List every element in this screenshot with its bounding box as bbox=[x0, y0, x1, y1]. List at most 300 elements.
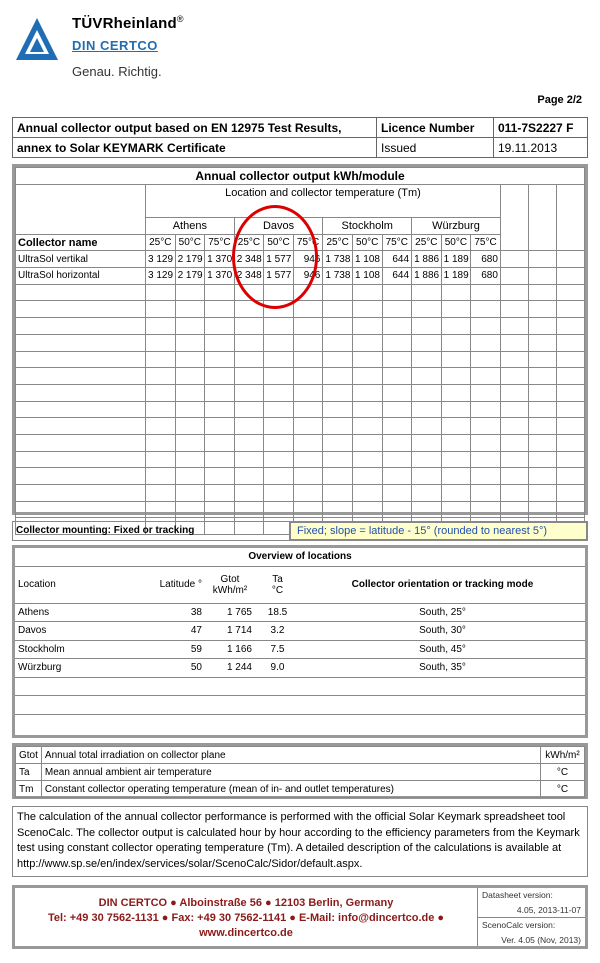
output-cell bbox=[441, 418, 471, 435]
output-cell bbox=[293, 468, 323, 485]
output-cell: 1 738 bbox=[323, 268, 353, 285]
ta bbox=[255, 677, 300, 696]
ta: 18.5 bbox=[255, 603, 300, 622]
output-cell bbox=[323, 451, 353, 468]
output-cell bbox=[352, 318, 382, 335]
output-cell bbox=[471, 384, 501, 401]
ta: 9.0 bbox=[255, 659, 300, 678]
footer-address: DIN CERTCO ● Alboinstraße 56 ● 12103 Berlin, Germany bbox=[98, 897, 394, 909]
output-cell bbox=[556, 434, 584, 451]
output-cell bbox=[205, 501, 235, 518]
output-cell bbox=[175, 301, 205, 318]
output-cell bbox=[471, 434, 501, 451]
output-cell: 1 738 bbox=[323, 251, 353, 268]
output-cell: 1 577 bbox=[264, 268, 294, 285]
output-cell bbox=[293, 434, 323, 451]
table-row bbox=[16, 418, 585, 435]
output-cell bbox=[471, 501, 501, 518]
output-cell bbox=[412, 384, 442, 401]
latitude: 47 bbox=[125, 622, 205, 641]
table-row bbox=[16, 485, 585, 502]
output-cell bbox=[528, 401, 556, 418]
output-cell bbox=[293, 384, 323, 401]
output-cell bbox=[528, 485, 556, 502]
output-cell bbox=[500, 351, 528, 368]
output-cell bbox=[352, 418, 382, 435]
definition-unit: °C bbox=[541, 764, 585, 781]
output-cell bbox=[471, 318, 501, 335]
output-cell bbox=[441, 468, 471, 485]
collector-name bbox=[16, 284, 146, 301]
overview-title: Overview of locations bbox=[15, 548, 585, 566]
output-cell bbox=[264, 434, 294, 451]
definitions-table bbox=[15, 746, 585, 798]
collector-name bbox=[16, 468, 146, 485]
output-cell bbox=[441, 501, 471, 518]
gtot: 1 714 bbox=[205, 622, 255, 641]
output-cell bbox=[528, 268, 556, 285]
output-cell bbox=[264, 284, 294, 301]
output-cell bbox=[556, 268, 584, 285]
output-cell bbox=[471, 284, 501, 301]
output-cell bbox=[441, 351, 471, 368]
output-cell bbox=[175, 485, 205, 502]
footer-phone: Tel: +49 30 7562-1131 ● Fax: +49 30 7562-1141 ● E-Mail: info@dincertco.de ● bbox=[47, 912, 445, 924]
output-cell bbox=[441, 451, 471, 468]
output-cell bbox=[264, 418, 294, 435]
output-cell bbox=[175, 318, 205, 335]
temperature-header: 25°C bbox=[412, 234, 442, 251]
output-cell bbox=[556, 318, 584, 335]
output-cell: 1 189 bbox=[441, 251, 471, 268]
footer bbox=[12, 885, 588, 949]
datasheet-version-label: Datasheet version: bbox=[482, 890, 553, 900]
output-cell bbox=[205, 301, 235, 318]
temperature-header: 75°C bbox=[471, 234, 501, 251]
output-cell bbox=[293, 351, 323, 368]
output-cell bbox=[234, 451, 264, 468]
overview-box bbox=[12, 545, 588, 738]
scenocalc-version-label: ScenoCalc version: bbox=[482, 920, 556, 930]
output-cell bbox=[146, 401, 176, 418]
location-name: Athens bbox=[15, 603, 125, 622]
output-cell bbox=[323, 434, 353, 451]
output-cell bbox=[528, 251, 556, 268]
output-cell bbox=[471, 401, 501, 418]
output-cell bbox=[293, 334, 323, 351]
output-cell: 2 179 bbox=[175, 268, 205, 285]
output-cell bbox=[556, 351, 584, 368]
output-cell bbox=[293, 451, 323, 468]
output-cell bbox=[323, 284, 353, 301]
output-cell bbox=[500, 418, 528, 435]
output-cell bbox=[234, 284, 264, 301]
output-cell bbox=[234, 351, 264, 368]
ta-header: Ta °C bbox=[271, 573, 284, 596]
output-cell bbox=[412, 284, 442, 301]
output-cell bbox=[528, 451, 556, 468]
output-cell: 1 370 bbox=[205, 268, 235, 285]
output-cell bbox=[500, 401, 528, 418]
latitude bbox=[125, 677, 205, 696]
gtot: 1 244 bbox=[205, 659, 255, 678]
output-cell bbox=[293, 501, 323, 518]
temperature-header: 50°C bbox=[175, 234, 205, 251]
collector-name bbox=[16, 501, 146, 518]
datasheet-version-value: 4.05, 2013-11-07 bbox=[478, 903, 585, 919]
output-cell bbox=[528, 434, 556, 451]
footer-website: www.dincertco.de bbox=[199, 927, 293, 939]
output-cell bbox=[146, 301, 176, 318]
collector-name bbox=[16, 334, 146, 351]
location-row bbox=[15, 622, 585, 641]
output-cell bbox=[175, 334, 205, 351]
output-cell bbox=[293, 301, 323, 318]
orientation: South, 35° bbox=[300, 659, 585, 678]
temperature-header: 75°C bbox=[205, 234, 235, 251]
collector-name bbox=[16, 451, 146, 468]
output-cell bbox=[234, 501, 264, 518]
title-line-2: annex to Solar KEYMARK Certificate bbox=[13, 138, 377, 158]
output-cell bbox=[205, 368, 235, 385]
output-cell bbox=[146, 485, 176, 502]
city-header: Davos bbox=[234, 218, 323, 235]
location-name: Davos bbox=[15, 622, 125, 641]
orientation bbox=[300, 677, 585, 696]
location-row bbox=[15, 659, 585, 678]
output-cell bbox=[323, 418, 353, 435]
output-cell bbox=[264, 368, 294, 385]
output-cell bbox=[205, 384, 235, 401]
output-cell bbox=[528, 334, 556, 351]
output-cell bbox=[412, 351, 442, 368]
gtot: 1 166 bbox=[205, 640, 255, 659]
orientation: South, 45° bbox=[300, 640, 585, 659]
definition-symbol: Ta bbox=[16, 764, 42, 781]
output-cell bbox=[234, 334, 264, 351]
output-cell: 2 348 bbox=[234, 251, 264, 268]
table-row bbox=[16, 401, 585, 418]
output-cell bbox=[500, 434, 528, 451]
latitude bbox=[125, 696, 205, 715]
latitude-header: Latitude ° bbox=[159, 579, 202, 590]
output-cell bbox=[175, 284, 205, 301]
temperature-header: 50°C bbox=[352, 234, 382, 251]
temperature-header: 75°C bbox=[382, 234, 412, 251]
temperature-header: 25°C bbox=[234, 234, 264, 251]
output-cell bbox=[556, 251, 584, 268]
output-cell bbox=[556, 451, 584, 468]
output-cell bbox=[382, 334, 412, 351]
output-cell bbox=[323, 351, 353, 368]
output-cell bbox=[412, 318, 442, 335]
output-cell bbox=[234, 468, 264, 485]
output-cell bbox=[352, 334, 382, 351]
temperature-header: 25°C bbox=[323, 234, 353, 251]
output-cell bbox=[323, 501, 353, 518]
output-cell bbox=[234, 418, 264, 435]
output-cell: 1 886 bbox=[412, 268, 442, 285]
table-row bbox=[16, 284, 585, 301]
table-row bbox=[16, 451, 585, 468]
output-cell bbox=[412, 334, 442, 351]
output-cell bbox=[471, 301, 501, 318]
output-cell: 680 bbox=[471, 251, 501, 268]
output-cell bbox=[500, 318, 528, 335]
table-row bbox=[16, 501, 585, 518]
output-cell bbox=[412, 501, 442, 518]
temperature-header: 25°C bbox=[146, 234, 176, 251]
output-cell bbox=[146, 334, 176, 351]
ta: 7.5 bbox=[255, 640, 300, 659]
output-cell: 644 bbox=[382, 268, 412, 285]
output-cell bbox=[352, 501, 382, 518]
output-cell bbox=[293, 284, 323, 301]
output-cell bbox=[323, 401, 353, 418]
output-cell bbox=[234, 318, 264, 335]
table-row bbox=[16, 368, 585, 385]
output-cell bbox=[382, 318, 412, 335]
output-cell bbox=[412, 401, 442, 418]
output-cell bbox=[500, 251, 528, 268]
output-cell bbox=[352, 351, 382, 368]
ta bbox=[255, 696, 300, 715]
output-cell bbox=[146, 284, 176, 301]
output-cell bbox=[471, 368, 501, 385]
output-cell bbox=[556, 501, 584, 518]
output-cell bbox=[382, 468, 412, 485]
ta bbox=[255, 714, 300, 732]
output-cell bbox=[382, 301, 412, 318]
output-cell bbox=[323, 318, 353, 335]
gtot bbox=[205, 714, 255, 732]
output-cell bbox=[528, 418, 556, 435]
location-row bbox=[15, 677, 585, 696]
output-cell bbox=[205, 468, 235, 485]
output-cell bbox=[412, 434, 442, 451]
temperature-header: 50°C bbox=[264, 234, 294, 251]
output-cell bbox=[264, 485, 294, 502]
output-cell bbox=[500, 268, 528, 285]
orientation: South, 30° bbox=[300, 622, 585, 641]
output-cell bbox=[441, 318, 471, 335]
output-cell bbox=[323, 485, 353, 502]
collector-name bbox=[16, 401, 146, 418]
definition-text: Constant collector operating temperature (mean of in- and outlet temperatures) bbox=[41, 781, 540, 798]
collector-name bbox=[16, 485, 146, 502]
output-cell: 2 179 bbox=[175, 251, 205, 268]
output-cell bbox=[175, 451, 205, 468]
orientation bbox=[300, 714, 585, 732]
output-cell bbox=[441, 485, 471, 502]
output-cell bbox=[352, 451, 382, 468]
output-cell bbox=[352, 284, 382, 301]
gtot bbox=[205, 696, 255, 715]
latitude: 38 bbox=[125, 603, 205, 622]
output-cell bbox=[234, 434, 264, 451]
output-cell bbox=[441, 384, 471, 401]
output-cell bbox=[412, 301, 442, 318]
output-cell bbox=[441, 368, 471, 385]
output-cell bbox=[323, 334, 353, 351]
output-cell bbox=[146, 351, 176, 368]
collector-name: UltraSol vertikal bbox=[16, 251, 146, 268]
gtot bbox=[205, 677, 255, 696]
output-cell bbox=[175, 468, 205, 485]
output-cell bbox=[500, 334, 528, 351]
output-cell bbox=[441, 434, 471, 451]
output-cell bbox=[441, 401, 471, 418]
output-cell bbox=[412, 468, 442, 485]
output-cell bbox=[441, 284, 471, 301]
output-cell bbox=[264, 318, 294, 335]
output-cell bbox=[234, 485, 264, 502]
output-cell bbox=[175, 418, 205, 435]
output-cell bbox=[528, 351, 556, 368]
output-cell bbox=[264, 451, 294, 468]
issued-label: Issued bbox=[377, 138, 494, 158]
collector-name bbox=[16, 418, 146, 435]
output-cell bbox=[471, 334, 501, 351]
output-cell bbox=[556, 468, 584, 485]
output-cell: 3 129 bbox=[146, 251, 176, 268]
output-cell bbox=[528, 368, 556, 385]
output-cell bbox=[382, 284, 412, 301]
output-cell: 680 bbox=[471, 268, 501, 285]
output-cell bbox=[175, 401, 205, 418]
orientation bbox=[300, 696, 585, 715]
definitions-box bbox=[12, 743, 588, 799]
definition-text: Annual total irradiation on collector plane bbox=[41, 747, 540, 764]
output-cell: 2 348 bbox=[234, 268, 264, 285]
output-cell bbox=[500, 384, 528, 401]
output-cell bbox=[234, 384, 264, 401]
table-row bbox=[16, 301, 585, 318]
city-header: Stockholm bbox=[323, 218, 412, 235]
output-cell bbox=[205, 351, 235, 368]
output-cell bbox=[352, 301, 382, 318]
output-cell: 1 370 bbox=[205, 251, 235, 268]
location-name: Stockholm bbox=[15, 640, 125, 659]
mounting-value: Fixed; slope = latitude - 15° (rounded to nearest 5°) bbox=[290, 522, 587, 540]
licence-label: Licence Number bbox=[377, 118, 494, 138]
collector-mounting bbox=[12, 521, 588, 541]
collector-name: UltraSol horizontal bbox=[16, 268, 146, 285]
output-cell bbox=[234, 368, 264, 385]
overview-table bbox=[15, 548, 585, 732]
output-cell bbox=[382, 384, 412, 401]
location-name bbox=[15, 714, 125, 732]
issued-value: 19.11.2013 bbox=[494, 138, 588, 158]
output-cell bbox=[264, 384, 294, 401]
output-cell bbox=[500, 451, 528, 468]
slogan: Genau. Richtig. bbox=[72, 64, 162, 79]
table-row bbox=[16, 334, 585, 351]
table-row bbox=[16, 384, 585, 401]
output-cell: 1 886 bbox=[412, 251, 442, 268]
location-header: Location bbox=[18, 579, 56, 590]
din-certco-logo: DIN CERTCO bbox=[72, 38, 158, 53]
output-cell bbox=[146, 368, 176, 385]
output-cell bbox=[412, 451, 442, 468]
output-table bbox=[15, 167, 585, 535]
output-cell bbox=[205, 401, 235, 418]
location-name: Würzburg bbox=[15, 659, 125, 678]
output-cell bbox=[471, 451, 501, 468]
output-subtitle: Location and collector temperature (Tm) bbox=[146, 185, 501, 218]
latitude: 50 bbox=[125, 659, 205, 678]
output-cell bbox=[528, 284, 556, 301]
output-cell bbox=[352, 468, 382, 485]
output-cell: 946 bbox=[293, 251, 323, 268]
output-cell bbox=[382, 368, 412, 385]
output-cell bbox=[175, 351, 205, 368]
table-row bbox=[16, 268, 585, 285]
definition-unit: kWh/m² bbox=[541, 747, 585, 764]
output-cell bbox=[175, 368, 205, 385]
orientation-header: Collector orientation or tracking mode bbox=[351, 579, 534, 590]
output-cell bbox=[412, 418, 442, 435]
licence-value: 011-7S2227 F bbox=[494, 118, 588, 138]
table-row bbox=[16, 468, 585, 485]
output-cell bbox=[146, 434, 176, 451]
output-cell bbox=[528, 501, 556, 518]
output-cell bbox=[264, 468, 294, 485]
city-header: Würzburg bbox=[412, 218, 501, 235]
output-cell bbox=[352, 384, 382, 401]
output-cell: 644 bbox=[382, 251, 412, 268]
calculation-description: The calculation of the annual collector performance is performed with the official Solar Keymark spreadsheet tool ScenoCalc. The collector output is calculated hour by hour according to the efficiency parameters from the Keymark test using constant collector operating temperature (Tm). A detailed description of the calculations is available at http://www.sp.se/en/index/services/solar/ScenoCalc/Sidor/default.aspx. bbox=[12, 806, 588, 877]
output-cell bbox=[556, 301, 584, 318]
output-cell bbox=[175, 434, 205, 451]
city-header: Athens bbox=[146, 218, 235, 235]
output-cell bbox=[471, 418, 501, 435]
output-cell bbox=[441, 334, 471, 351]
ta: 3.2 bbox=[255, 622, 300, 641]
output-cell bbox=[234, 301, 264, 318]
definition-row bbox=[16, 747, 585, 764]
output-cell bbox=[556, 401, 584, 418]
output-cell bbox=[382, 351, 412, 368]
mounting-label: Collector mounting: Fixed or tracking bbox=[13, 522, 290, 540]
output-cell bbox=[293, 418, 323, 435]
output-cell bbox=[382, 485, 412, 502]
output-cell bbox=[528, 301, 556, 318]
output-cell bbox=[556, 384, 584, 401]
header-table bbox=[12, 117, 588, 158]
output-cell bbox=[556, 284, 584, 301]
output-cell bbox=[293, 318, 323, 335]
output-cell bbox=[500, 501, 528, 518]
output-cell bbox=[382, 451, 412, 468]
output-cell bbox=[205, 485, 235, 502]
orientation: South, 25° bbox=[300, 603, 585, 622]
output-cell bbox=[146, 451, 176, 468]
output-cell bbox=[323, 468, 353, 485]
gtot-header: Gtot kWh/m² bbox=[212, 573, 248, 596]
output-cell bbox=[528, 384, 556, 401]
output-cell bbox=[293, 368, 323, 385]
location-row bbox=[15, 640, 585, 659]
output-cell bbox=[146, 318, 176, 335]
output-cell bbox=[323, 384, 353, 401]
temperature-header: 50°C bbox=[441, 234, 471, 251]
tuv-logo-icon bbox=[14, 16, 60, 64]
output-cell bbox=[264, 351, 294, 368]
definition-unit: °C bbox=[541, 781, 585, 798]
output-cell bbox=[382, 418, 412, 435]
collector-name bbox=[16, 351, 146, 368]
